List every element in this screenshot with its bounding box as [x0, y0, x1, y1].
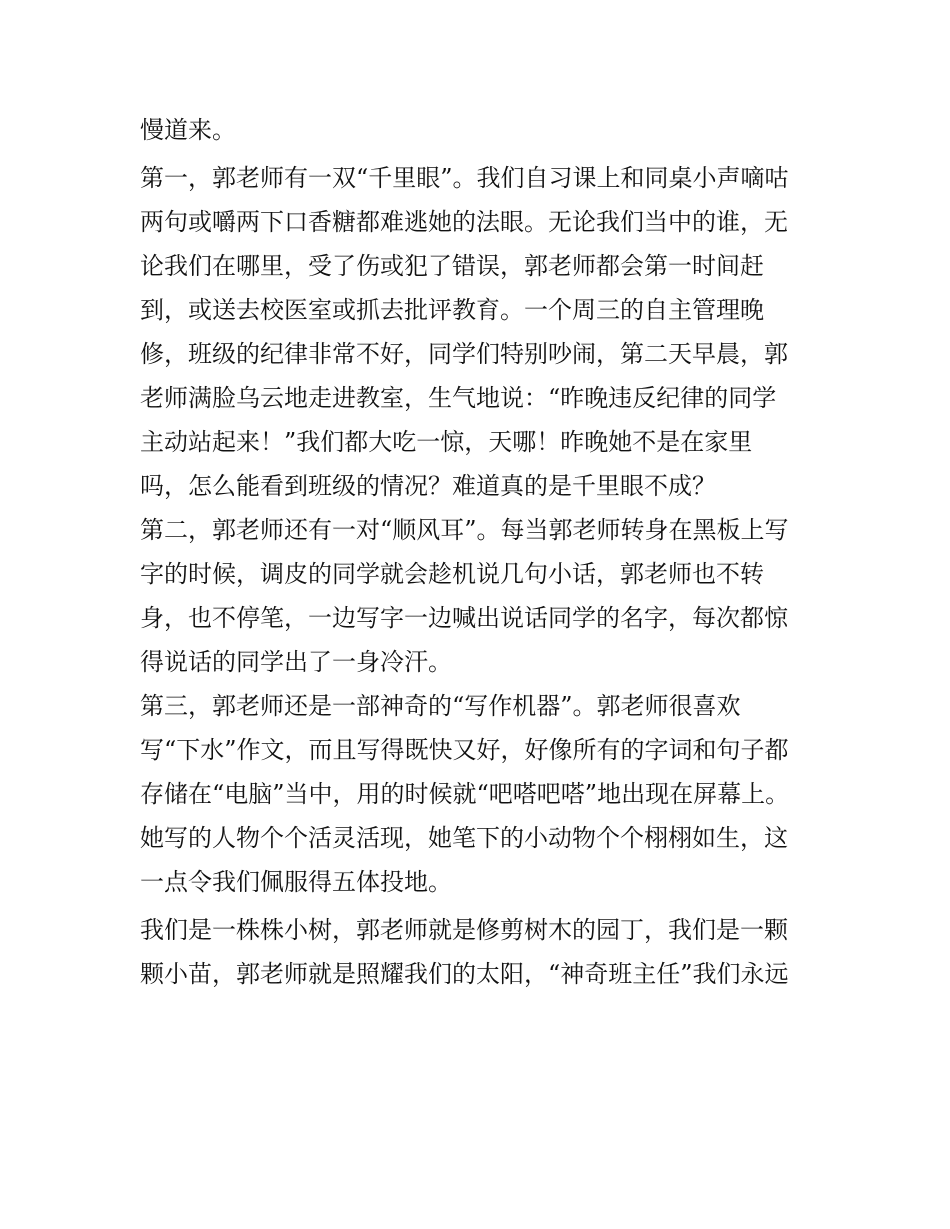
text-line: 第二，郭老师还有一对“顺风耳”。每当郭老师转身在黑板上写	[140, 516, 789, 544]
text-line: 第三，郭老师还是一部神奇的“写作机器”。郭老师很喜欢	[140, 692, 741, 720]
text-line: 写“下水”作文，而且写得既快又好，好像所有的字词和句子都	[140, 736, 789, 764]
text-line: 得说话的同学出了一身冷汗。	[140, 648, 452, 676]
text-line: 第一，郭老师有一双“千里眼”。我们自习课上和同桌小声嘀咕	[140, 164, 789, 192]
text-line: 吗，怎么能看到班级的情况？难道真的是千里眼不成？	[140, 472, 716, 500]
text-line: 两句或嚼两下口香糖都难逃她的法眼。无论我们当中的谁，无	[140, 208, 788, 236]
text-line: 颗小苗，郭老师就是照耀我们的太阳，“神奇班主任”我们永远	[140, 960, 789, 988]
text-line: 存储在“电脑”当中，用的时候就“吧嗒吧嗒”地出现在屏幕上。	[140, 780, 790, 808]
text-line: 身，也不停笔，一边写字一边喊出说话同学的名字，每次都惊	[140, 604, 788, 632]
text-line: 老师满脸乌云地走进教室，生气地说：“昨晚违反纪律的同学	[140, 384, 777, 412]
text-line: 我们是一株株小树，郭老师就是修剪树木的园丁，我们是一颗	[140, 916, 788, 944]
text-line: 论我们在哪里，受了伤或犯了错误，郭老师都会第一时间赶	[140, 252, 764, 280]
text-line: 主动站起来！”我们都大吃一惊，天哪！昨晚她不是在家里	[140, 428, 753, 456]
text-line: 慢道来。	[140, 116, 236, 144]
body-text	[140, 108, 820, 996]
text-line: 到，或送去校医室或抓去批评教育。一个周三的自主管理晚	[140, 296, 764, 324]
text-line: 她写的人物个个活灵活现，她笔下的小动物个个栩栩如生，这	[140, 824, 788, 852]
text-line: 一点令我们佩服得五体投地。	[140, 868, 452, 896]
text-line: 字的时候，调皮的同学就会趁机说几句小话，郭老师也不转	[140, 560, 764, 588]
text-line: 修，班级的纪律非常不好，同学们特别吵闹，第二天早晨，郭	[140, 340, 788, 368]
